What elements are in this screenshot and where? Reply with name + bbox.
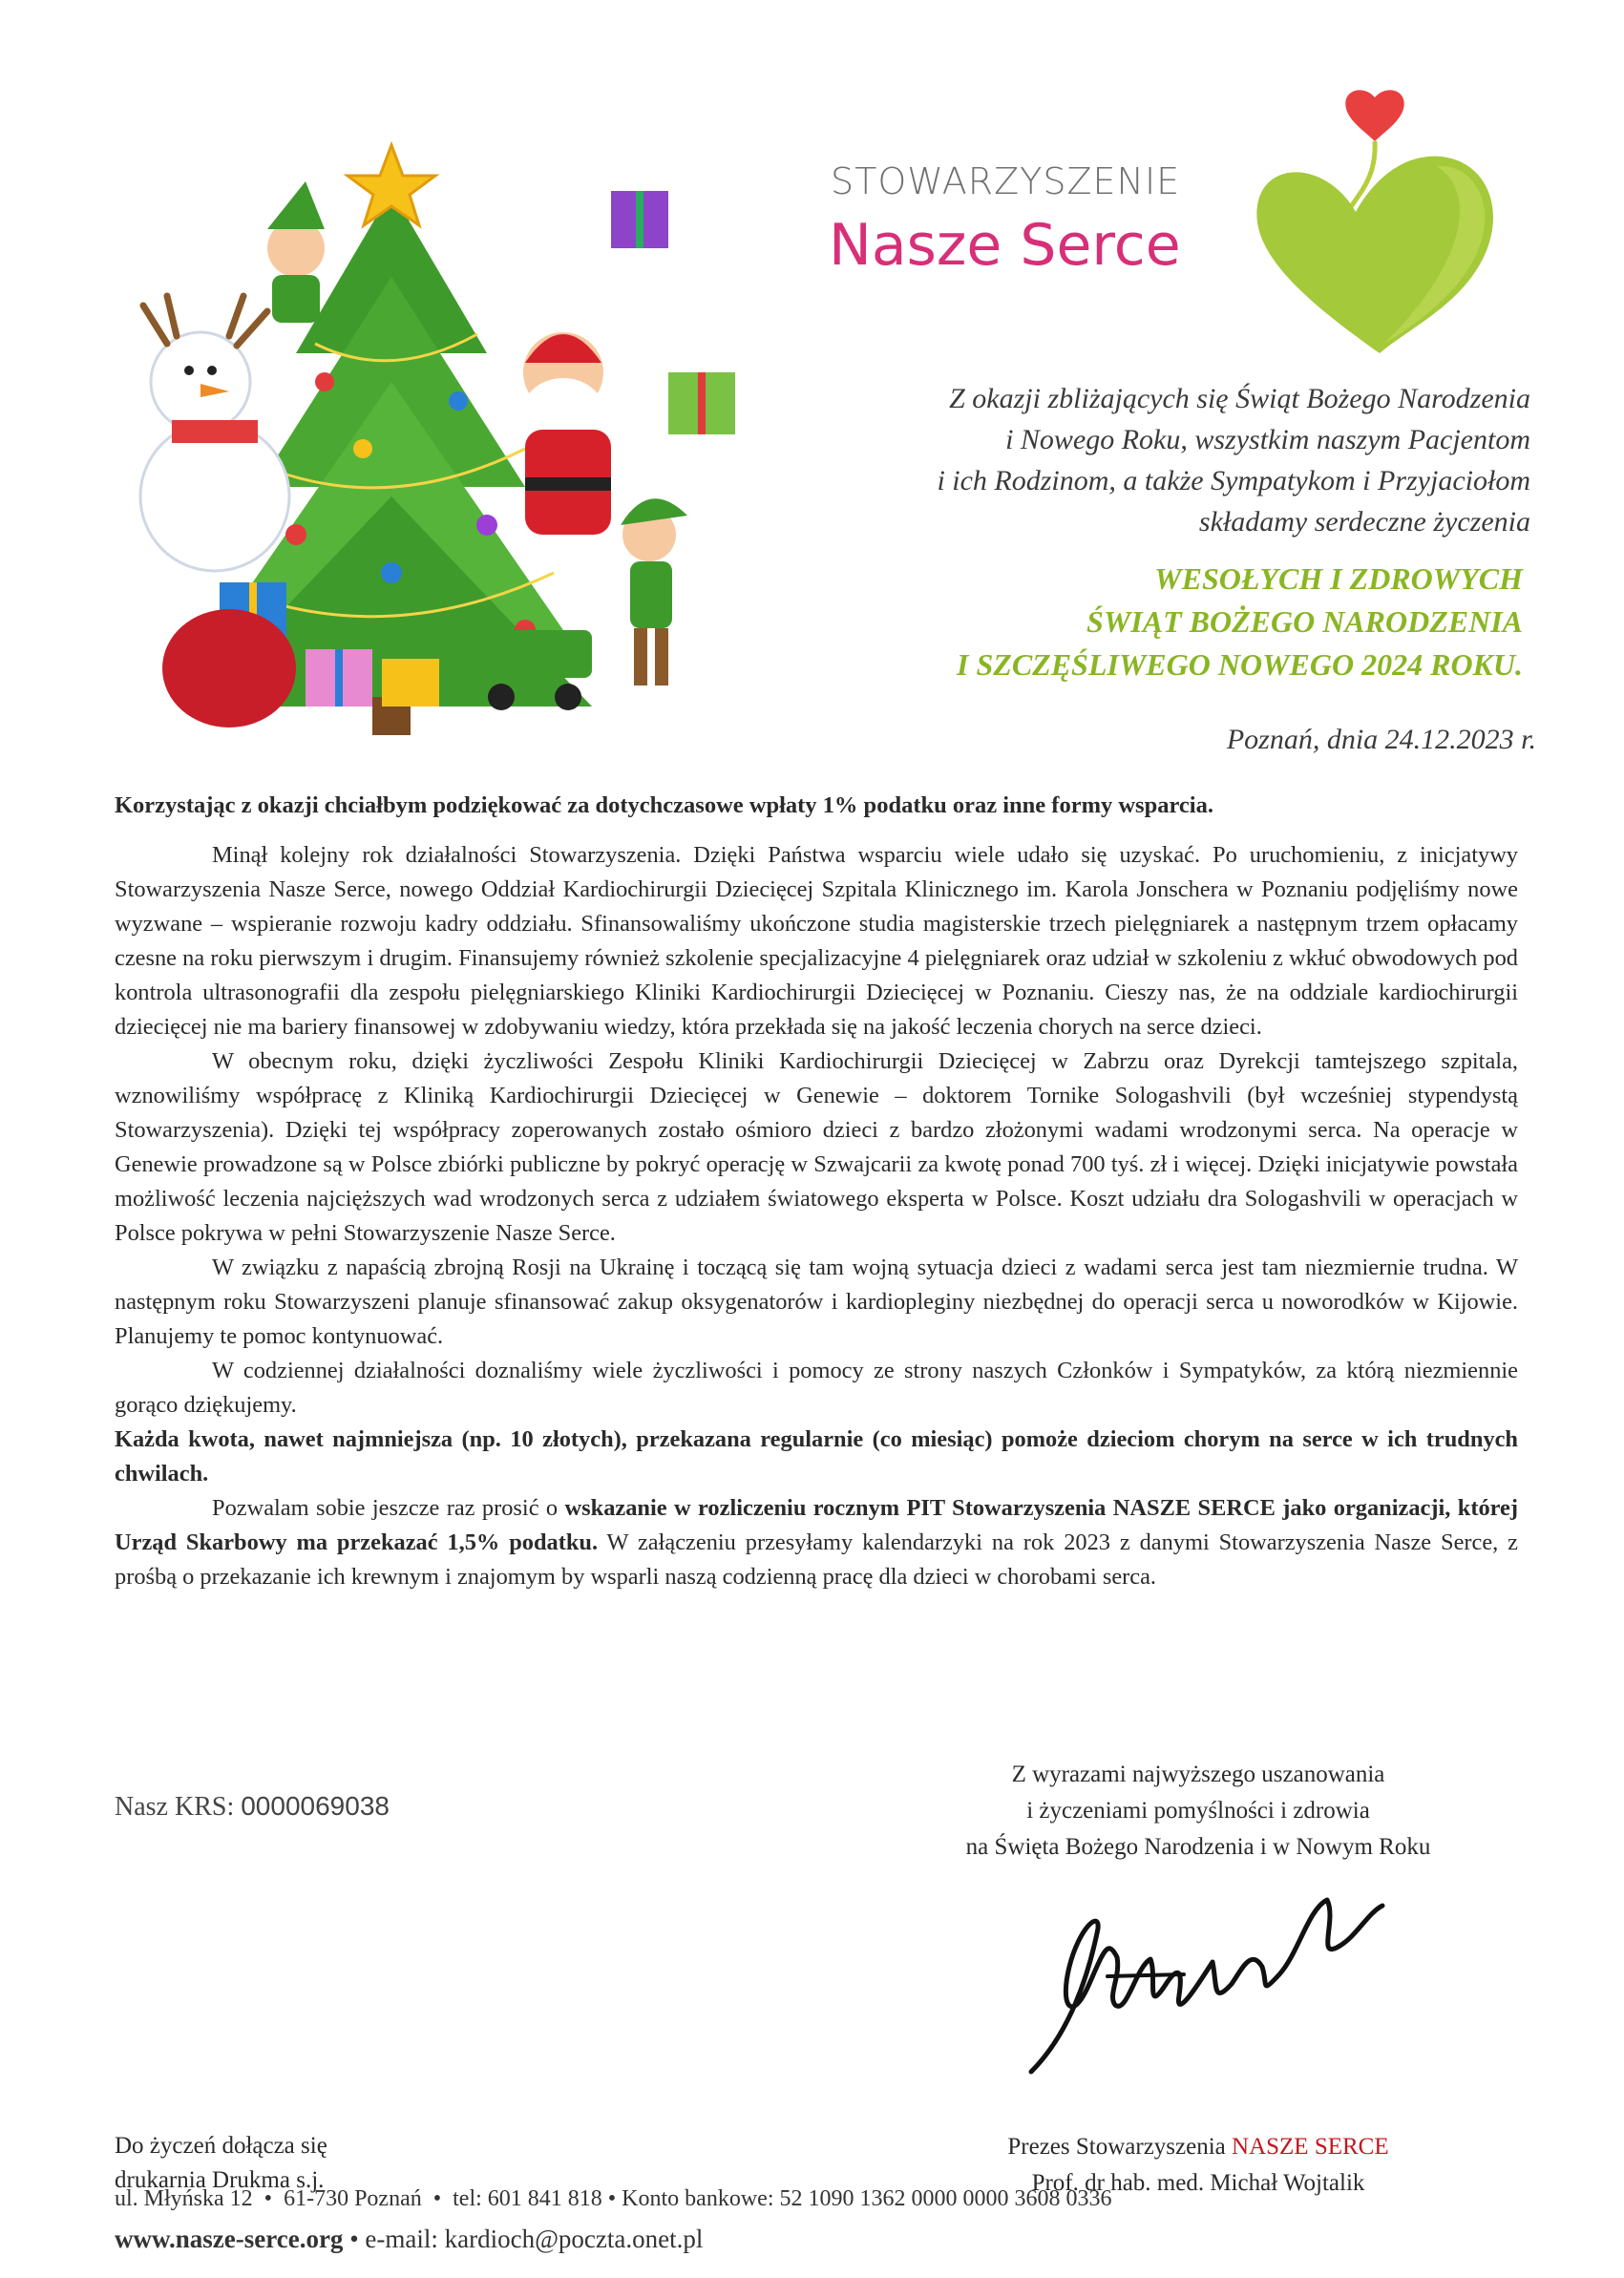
website-link[interactable]: www.nasze-serce.org [115, 2225, 344, 2253]
holiday-wishes: WESOŁYCH I ZDROWYCH ŚWIĄT BOŻEGO NARODZENIA I SZCZĘŚLIWEGO NOWEGO 2024 ROKU. [957, 561, 1523, 682]
email-text[interactable]: • e-mail: kardioch@poczta.onet.pl [343, 2225, 704, 2253]
greeting-text: Z okazji zbliżających się Świąt Bożego Narodzenia i Nowego Roku, wszystkim naszym Pacjentom i ich Rodzinom, a także Sympatykom i Przyjaciołom składamy serdeczne życzenia [937, 383, 1530, 538]
footer-address: ul. Młyńska 12 • 61-730 Poznań • tel: 601 841 818 • Konto bankowe: 52 1090 1362 0000 0000 3608 0336 [115, 2186, 1112, 2211]
paragraph: Minął kolejny rok działalności Stowarzyszenia. Dzięki Państwa wsparciu wiele udało się uzyskać. Po uruchomieniu, z inicjatywy Stowarzyszenia Nasze Serce, nowego Oddział Kardiochirurgii Dziecięcej Szpitala Klinicznego im. Karola Jonschera w Poznaniu podjęliśmy nowe wyzwane – wspieranie rozwoju kadry oddziału. Sfinansowaliśmy ukończone studia magisterskie trzech pielęgniarek a następnym trzem opłacamy czesne na roku pierwszym i drugim. Finansujemy również szkolenie specjalizacyjne 4 pielęgniarek oraz udział w szkoleniu z wkłuć obwodowych pod kontrola ultrasonografii dla zespołu pielęgniarskiego Kliniki Kardiochirurgii Dziecięcej w Poznaniu. Cieszy nas, że na oddziale kardiochirurgii dziecięcej nie ma bariery finansowej w zdobywaniu wiedzy, która przekłada się na jakość leczenia chorych na serce dzieci. [115, 842, 1518, 1040]
place-date: Poznań, dnia 24.12.2023 r. [1226, 724, 1536, 755]
krs-number: Nasz KRS: 0000069038 [115, 1791, 390, 1822]
paragraph: W obecnym roku, dzięki życzliwości Zespołu Kliniki Kardiochirurgii Dziecięcej w Zabrzu oraz Dyrekcji tamtejszego szpitala, wznowiliśmy współpracę z Kliniką Kardiochirurgii Dziecięcej w Genewie – doktorem Tornike Sologashvili (był wcześniej stypendystą Stowarzyszenia). Dzięki tej współpracy zoperowanych zostało ośmioro dzieci z bardzo złożonymi wadami wrodzonymi serca. Na operacje w Genewie prowadzone są w Polsce zbiórki publiczne by pokryć operację w Szwajcarii za kwotę ponad 700 tyś. zł i więcej. Dzięki inicjatywie powstała możliwość leczenia najcięższych wad wrodzonych serca z udziałem światowego eksperta w Polsce. Koszt udziału dra Sologashvili w operacjach w Polsce pokrywa w pełni Stowarzyszenie Nasze Serce. [115, 1048, 1518, 1246]
heart-logo-icon [1241, 86, 1508, 363]
paragraph: W związku z napaścią zbrojną Rosji na Ukrainę i toczącą się tam wojną sytuacja dzieci z wadami serca jest tam niezmiernie trudna. W następnym roku Stowarzyszeni planuje sfinansować zakup oksygenatorów i kardiopleginy niezbędnej do operacji serca u noworodków w Kijowie. Planujemy te pomoc kontynuować. [115, 1255, 1518, 1349]
printer-note: Do życzeń dołącza się drukarnia Drukma s.j. [115, 2133, 327, 2193]
paragraph: W codziennej działalności doznaliśmy wiele życzliwości i pomocy ze strony naszych Członków i Sympatyków, za którą niezmiennie gorąco dziękujemy. [115, 1358, 1518, 1418]
org-name-large: Nasze Serce [829, 212, 1181, 279]
christmas-illustration [76, 134, 802, 745]
signature [1012, 1871, 1394, 2091]
paragraph-bold: Każda kwota, nawet najmniejsza (np. 10 złotych), przekazana regularnie (co miesiąc) pomoże dzieciom chorym na serce w ich trudnych chwilach. [115, 1426, 1518, 1487]
paragraph: Pozwalam sobie jeszcze raz prosić o wskazanie w rozliczeniu rocznym PIT Stowarzyszenia NASZE SERCE jako organizacji, której Urząd Skarbowy ma przekazać 1,5% podatku. W załączeniu przesyłamy kalendarzyki na rok 2023 z danymi Stowarzyszenia Nasze Serce, z prośbą o przekazanie ich krewnym i znajomym by wsparli naszą codzienną pracę dla dzieci w chorobami serca. [115, 1495, 1518, 1590]
closing-text: Z wyrazami najwyższego uszanowania i życzeniami pomyślności i zdrowia na Święta Bożego Narodzenia i w Nowym Roku [965, 1761, 1431, 1860]
signer-block: Prezes Stowarzyszenia NASZE SERCE Prof. dr hab. med. Michał Wojtalik [1007, 2134, 1389, 2196]
lead-sentence: Korzystając z okazji chciałbym podziękować za dotychczasowe wpłaty 1% podatku oraz inne formy wsparcia. [115, 792, 1213, 818]
letter-body [115, 838, 1518, 1594]
org-name-small: STOWARZYSZENIE [831, 160, 1181, 202]
footer-contact [115, 2225, 703, 2254]
